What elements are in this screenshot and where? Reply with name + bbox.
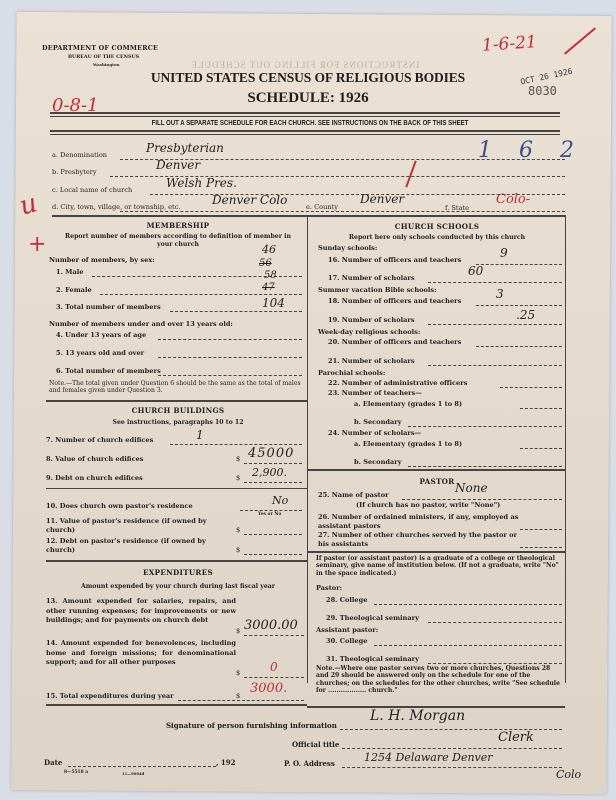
schools-rule bbox=[307, 469, 565, 471]
teachers-elementary-line bbox=[520, 408, 562, 409]
assistant-seminary-field[interactable] bbox=[428, 663, 562, 664]
membership-subtitle: Report number of members according to definition of member in your church bbox=[65, 233, 291, 248]
edifices-value-line bbox=[244, 463, 302, 464]
edifices-debt-label: 9. Debt on church edifices bbox=[46, 474, 143, 482]
parochial-scholars-label: 24. Number of scholars— bbox=[328, 429, 422, 437]
denomination-label: a. Denomination bbox=[52, 151, 108, 159]
official-title-value[interactable]: Clerk bbox=[498, 730, 534, 745]
sunday-scholars-value[interactable]: 60 bbox=[468, 264, 484, 278]
pastor-rule bbox=[307, 551, 565, 553]
city-line bbox=[120, 211, 565, 212]
residence-debt-label: 12. Debt on pastor's residence (if owned by church) bbox=[46, 537, 206, 554]
summer-scholars-line bbox=[428, 324, 562, 325]
sunday-schools-header: Sunday schools: bbox=[318, 244, 378, 252]
document-title: UNITED STATES CENSUS OF RELIGIOUS BODIES bbox=[150, 70, 466, 85]
local-name-value[interactable]: Welsh Pres. bbox=[166, 176, 237, 190]
running-expenses-label: 13. Amount expended for salaries, repairs, and other running expenses; for improvements or new buildings; and for payments on church debt bbox=[46, 597, 236, 625]
teachers-secondary-line bbox=[408, 426, 562, 427]
residence-owned-line bbox=[240, 510, 302, 511]
male-value[interactable]: 46 bbox=[262, 243, 276, 256]
date-label: Date bbox=[44, 758, 63, 767]
assistant-ministers-line bbox=[520, 529, 562, 530]
teachers-elementary-label: a. Elementary (grades 1 to 8) bbox=[354, 400, 463, 408]
teachers-secondary-label: b. Secondary bbox=[354, 418, 402, 426]
residence-owned-label: 10. Does church own pastor's residence bbox=[46, 502, 193, 510]
city-label: Washington bbox=[93, 62, 120, 67]
schedule-title: SCHEDULE: 1926 bbox=[247, 90, 369, 106]
form-number: 8—5518 a bbox=[64, 770, 89, 775]
expenditures-rule bbox=[46, 704, 307, 706]
pastor-note: Note.—Where one pastor serves two or more churches, Questions 28 and 29 should be answered only on the schedule for one of the churches; on the schedules for the other churches, write "See schedule for .................. church." bbox=[316, 665, 560, 695]
buildings-title: CHURCH BUILDINGS bbox=[131, 406, 225, 415]
scholars-elementary-label: a. Elementary (grades 1 to 8) bbox=[354, 440, 463, 448]
summer-scholars-label: 19. Number of scholars bbox=[328, 316, 415, 324]
weekday-schools-header: Week-day religious schools: bbox=[318, 328, 421, 336]
weekday-scholars-label: 21. Number of scholars bbox=[328, 357, 415, 365]
summer-officers-line bbox=[476, 305, 562, 306]
dollar-sign: $ bbox=[236, 526, 241, 534]
teachers-label: 23. Number of teachers— bbox=[328, 389, 422, 397]
total-expenditures-value[interactable]: 3000. bbox=[250, 681, 288, 696]
serial-number-stamp: 8030 bbox=[528, 84, 557, 98]
po-address-value[interactable]: 1254 Delaware Denver bbox=[364, 751, 493, 764]
local-name-label: c. Local name of church bbox=[52, 186, 133, 194]
total-members-line bbox=[170, 311, 302, 312]
sunday-scholars-line bbox=[428, 282, 562, 283]
pastor-name-label: 25. Name of pastor bbox=[318, 491, 389, 499]
total-by-age-label: 6. Total number of members bbox=[56, 367, 161, 375]
pastor-section-label: Pastor: bbox=[316, 584, 343, 592]
assistant-college-label: 30. College bbox=[326, 637, 368, 645]
buildings-rule bbox=[46, 488, 307, 489]
official-title-label: Official title bbox=[292, 740, 340, 749]
admin-officers-line bbox=[500, 387, 562, 388]
female-line bbox=[100, 294, 302, 295]
pastor-name-value[interactable]: None bbox=[455, 481, 488, 495]
benevolences-value[interactable]: 0 bbox=[270, 660, 278, 674]
instruction-banner: FILL OUT A SEPARATE SCHEDULE FOR EACH CHURCH. SEE INSTRUCTIONS ON THE BACK OF THIS SHEET bbox=[151, 118, 469, 127]
male-label: 1. Male bbox=[56, 268, 84, 276]
right-border bbox=[565, 215, 566, 683]
buildings-bottom-rule bbox=[46, 560, 307, 562]
po-address-line bbox=[342, 767, 562, 768]
pastor-college-field[interactable] bbox=[374, 604, 562, 605]
by-sex-header: Number of members, by sex: bbox=[49, 256, 155, 264]
parochial-schools-header: Parochial schools: bbox=[318, 369, 386, 377]
admin-officers-label: 22. Number of administrative officers bbox=[328, 379, 468, 387]
denomination-value[interactable]: Presbyterian bbox=[146, 141, 224, 155]
column-divider bbox=[307, 215, 308, 683]
edifices-count-line bbox=[170, 444, 302, 445]
membership-rule bbox=[46, 400, 307, 402]
edifices-debt-line bbox=[244, 482, 302, 483]
over-13-label: 5. 13 years old and over bbox=[56, 349, 145, 357]
summer-officers-label: 18. Number of officers and teachers bbox=[328, 297, 462, 305]
other-churches-label: 27. Number of other churches served by the pastor or his assistants bbox=[318, 531, 518, 548]
sunday-officers-label: 16. Number of officers and teachers bbox=[328, 256, 462, 264]
pastor-seminary-field[interactable] bbox=[428, 622, 562, 623]
presbytery-value[interactable]: Denver bbox=[156, 158, 201, 172]
red-handwritten-code-top: 1-6-21 bbox=[481, 32, 538, 56]
header-rule-top bbox=[50, 112, 560, 117]
summer-scholars-value[interactable]: .25 bbox=[516, 308, 536, 322]
scholars-secondary-line bbox=[408, 466, 562, 467]
dollar-sign: $ bbox=[236, 692, 241, 700]
schools-title: CHURCH SCHOOLS bbox=[394, 222, 480, 231]
edifices-count-label: 7. Number of church edifices bbox=[46, 436, 154, 444]
dollar-sign: $ bbox=[236, 546, 241, 554]
buildings-subtitle: See instructions, paragraphs 10 to 12 bbox=[112, 419, 244, 426]
city-value[interactable]: Denver Colo bbox=[212, 193, 288, 207]
edifices-value-label: 8. Value of church edifices bbox=[46, 455, 144, 463]
red-handwritten-code-left: 0-8-1 bbox=[52, 95, 99, 116]
over-13-line bbox=[158, 357, 302, 358]
dollar-sign: $ bbox=[236, 455, 241, 463]
female-value[interactable]: 58 bbox=[264, 270, 277, 281]
edifices-value-value[interactable]: 45000 bbox=[248, 446, 295, 461]
expenditures-title: EXPENDITURES bbox=[143, 568, 213, 577]
pastor-name-line bbox=[402, 499, 562, 500]
running-expenses-line bbox=[244, 635, 304, 636]
city-field-label: d. City, town, village, or township, etc. bbox=[52, 203, 181, 211]
graduate-note: If pastor (or assistant pastor) is a graduate of a college or theological seminary, give name of institution below. (If not a graduate, write "No" in the space indicated.) bbox=[316, 555, 559, 577]
state-value[interactable]: Colo- bbox=[496, 192, 531, 207]
dollar-sign: $ bbox=[236, 627, 241, 635]
date-field[interactable] bbox=[68, 766, 216, 767]
under-13-label: 4. Under 13 years of age bbox=[56, 331, 147, 339]
summer-officers-value[interactable]: 3 bbox=[496, 287, 504, 301]
bureau-label: BUREAU OF THE CENSUS bbox=[68, 54, 140, 60]
total-expenditures-line bbox=[178, 700, 304, 701]
state-label: f. State bbox=[445, 204, 470, 212]
residence-owned-value[interactable]: No bbox=[272, 494, 289, 507]
sunday-officers-value[interactable]: 9 bbox=[500, 246, 508, 260]
pastor-title: PASTOR bbox=[419, 477, 455, 486]
assistant-seminary-label: 31. Theological seminary bbox=[326, 655, 419, 663]
sunday-officers-line bbox=[476, 264, 562, 265]
red-margin-cross: + bbox=[28, 232, 47, 257]
edifices-debt-value[interactable]: 2,900. bbox=[252, 466, 287, 479]
total-by-age-line bbox=[158, 375, 302, 376]
sunday-scholars-label: 17. Number of scholars bbox=[328, 274, 415, 282]
running-expenses-value[interactable]: 3000.00 bbox=[244, 618, 298, 633]
assistant-pastor-section-label: Assistant pastor: bbox=[316, 626, 379, 634]
residence-value-line bbox=[244, 534, 302, 535]
date-year-suffix: , 192 bbox=[216, 758, 236, 767]
presbytery-label: b. Presbytery bbox=[52, 168, 97, 176]
bleed-through-text: INSTRUCTIONS FOR FILLING OUT SCHEDULE bbox=[190, 60, 420, 70]
age-header: Number of members under and over 13 years old: bbox=[49, 320, 233, 328]
female-label: 2. Female bbox=[56, 286, 92, 294]
scholars-elementary-line bbox=[520, 448, 562, 449]
po-address-state[interactable]: Colo bbox=[556, 768, 582, 781]
county-value[interactable]: Denver bbox=[360, 192, 405, 206]
assistant-college-field[interactable] bbox=[374, 645, 562, 646]
dollar-sign: $ bbox=[236, 474, 241, 482]
official-title-line bbox=[342, 748, 562, 749]
edifices-count-value[interactable]: 1 bbox=[196, 428, 204, 442]
print-number: 11—9084d bbox=[122, 771, 145, 776]
schools-subtitle: Report here only schools conducted by this church bbox=[348, 234, 526, 241]
dollar-sign: $ bbox=[236, 669, 241, 677]
residence-debt-line bbox=[244, 554, 302, 555]
signature-label: Signature of person furnishing information bbox=[166, 721, 337, 730]
received-date-stamp: OCT 26 1926 bbox=[519, 66, 574, 87]
total-expenditures-label: 15. Total expenditures during year bbox=[46, 692, 174, 700]
identity-rule bbox=[52, 215, 565, 217]
pastor-college-label: 28. College bbox=[326, 596, 368, 604]
scholars-secondary-label: b. Secondary bbox=[354, 458, 402, 466]
department-label: DEPARTMENT OF COMMERCE bbox=[42, 44, 159, 52]
membership-title: MEMBERSHIP bbox=[146, 221, 210, 230]
female-struck-value: 47 bbox=[262, 282, 275, 293]
weekday-scholars-line bbox=[428, 365, 562, 366]
header-rule-bottom bbox=[50, 130, 560, 135]
po-address-label: P. O. Address bbox=[284, 759, 335, 768]
under-13-line bbox=[158, 339, 302, 340]
other-churches-line bbox=[520, 547, 562, 548]
red-margin-mark: u bbox=[16, 188, 41, 222]
residence-value-label: 11. Value of pastor's residence (if owned by church) bbox=[46, 517, 207, 534]
weekday-officers-line bbox=[476, 346, 562, 347]
total-members-value[interactable]: 104 bbox=[262, 296, 285, 310]
pastor-seminary-label: 29. Theological seminary bbox=[326, 614, 419, 622]
yes-no-hint: Yes or No bbox=[258, 512, 282, 517]
benevolences-line bbox=[244, 677, 304, 678]
weekday-officers-label: 20. Number of officers and teachers bbox=[328, 338, 462, 346]
total-members-label: 3. Total number of members bbox=[56, 303, 161, 311]
assistant-ministers-label: 26. Number of ordained ministers, if any, employed as assistant pastors bbox=[318, 513, 519, 530]
summer-schools-header: Summer vacation Bible schools: bbox=[318, 286, 437, 294]
signature-value[interactable]: L. H. Morgan bbox=[370, 708, 466, 724]
blue-handwritten-mark: 1 6 2 bbox=[478, 138, 584, 163]
pastor-name-hint: (If church has no pastor, write "None") bbox=[356, 501, 501, 509]
male-struck-value: 56 bbox=[259, 258, 272, 269]
membership-note: Note.—The total given under Question 6 should be the same as the total of males and females given under Question 3. bbox=[49, 380, 301, 395]
benevolences-label: 14. Amount expended for benevolences, including home and foreign missions; for denominational support; and for all other purposes bbox=[46, 639, 236, 667]
expenditures-subtitle: Amount expended by your church during last fiscal year bbox=[80, 583, 276, 590]
county-label: e. County bbox=[306, 203, 338, 211]
